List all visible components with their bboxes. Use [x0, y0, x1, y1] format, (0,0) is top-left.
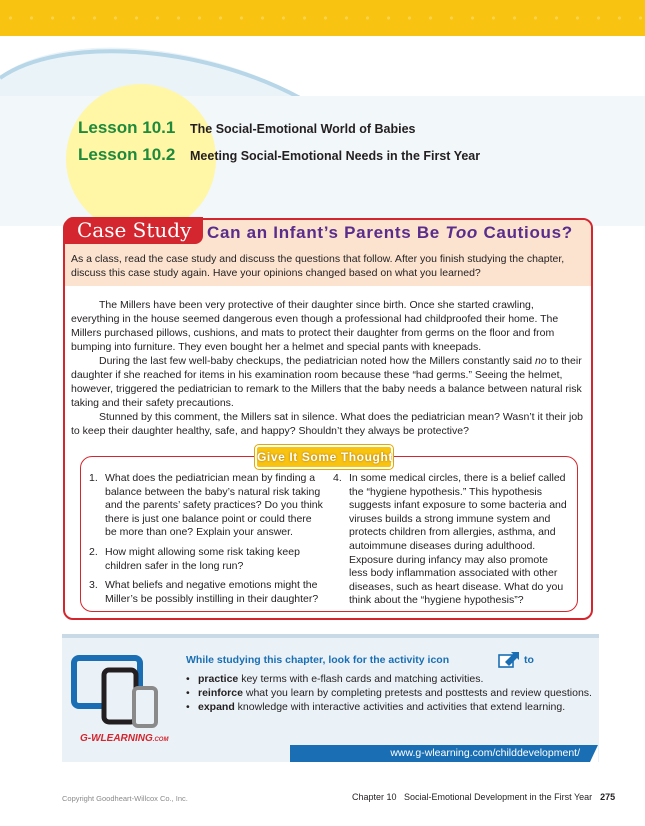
copyright: Copyright Goodheart-Willcox Co., Inc. — [62, 794, 188, 803]
g-w-learning-url[interactable]: www.g-wlearning.com/childdevelopment/ — [290, 745, 598, 762]
g-w-learning-list — [186, 672, 596, 714]
story-paragraph: The Millers have been very protective of their daughter since birth. Once she started crawling, everything in the house seemed dangerous even though a professional had childproofed their home. The Millers purchased pillows, cushions, and mats to protect their daughter from germs on the floor and from bumping into furniture. They even bought her a helmet and special pants with kneepads. — [71, 299, 559, 353]
page-number: 275 — [600, 792, 616, 802]
case-study-box — [63, 218, 593, 620]
lesson-row-2 — [78, 145, 480, 167]
lesson-number: Lesson 10.1 — [78, 118, 176, 137]
banner-dots — [0, 9, 645, 27]
question-item: 4. In some medical circles, there is a belief called the “hygiene hypothesis.” This hypothesis suggests infant exposure to some bacteria and viruses builds a strong immune system and protects children from allergies, asthma, and autoimmune diseases during adulthood. Exposure during infancy may also promote less body inflammation associated with other diseases, such as heart disease. What do you think about the “hygiene hypothesis”? — [333, 472, 567, 607]
story-paragraph: During the last few well-baby checkups, the pediatrician noted how the Millers constantly said no to their daughter if she reached for items in his examination room because these “had germs.” Seeing the helmet, however, triggered the pediatrician to remark to the Millers that the baby needs a balance between natural risk taking and their safety precautions. — [71, 355, 582, 409]
lesson-number: Lesson 10.2 — [78, 145, 176, 164]
question-item: 1. What does the pediatrician mean by finding a balance between the baby’s natural risk taking and the parents’ safety practices? Do you think there is just one balance point or could there be more than one? Explain your answer. — [89, 472, 323, 539]
questions-left-column — [89, 472, 325, 612]
lesson-row-1 — [78, 118, 416, 140]
page-footer: Chapter 10 Social-Emotional Development in the First Year 275 — [352, 792, 616, 802]
case-study-title: Can an Infant’s Parents Be Too Cautious? — [207, 223, 573, 242]
case-study-label: Case Study — [65, 217, 203, 244]
top-banner — [0, 0, 645, 36]
list-item: • expand knowledge with interactive activities and activities that extend learning. — [186, 701, 566, 713]
question-item: 3. What beliefs and negative emotions might the Miller’s be possibly instilling in their daughter? — [89, 579, 319, 605]
case-study-story — [71, 298, 585, 438]
g-w-learning-box — [62, 634, 599, 762]
list-item: • reinforce what you learn by completing pretests and posttests and review questions. — [186, 687, 592, 699]
story-paragraph: Stunned by this comment, the Millers sat in silence. What does the pediatrician mean? Wasn’t it their job to keep their daughter healthy, safe, and happy? Shouldn’t they always be protective? — [71, 411, 584, 437]
case-study-intro: As a class, read the case study and discuss the questions that follow. After you finish studying the chapter, discuss this case study again. Have your opinions changed based on what you learned? — [71, 253, 565, 279]
questions-right-column — [333, 472, 567, 614]
give-it-some-thought-badge: Give It Some Thought — [255, 445, 393, 469]
list-item: • practice key terms with e-flash cards and matching activities. — [186, 673, 484, 685]
g-w-learning-heading: While studying this chapter, look for the activity icon — [186, 654, 450, 666]
g-w-learning-heading-to: to — [524, 654, 534, 666]
lesson-title: The Social-Emotional World of Babies — [190, 122, 416, 136]
devices-icon — [70, 654, 170, 730]
lesson-title: Meeting Social-Emotional Needs in the First Year — [190, 149, 481, 163]
question-item: 2. How might allowing some risk taking keep children safer in the long run? — [89, 545, 300, 572]
g-w-learning-logo: G-WLEARNING.COM — [80, 733, 169, 744]
activity-icon — [498, 650, 520, 668]
